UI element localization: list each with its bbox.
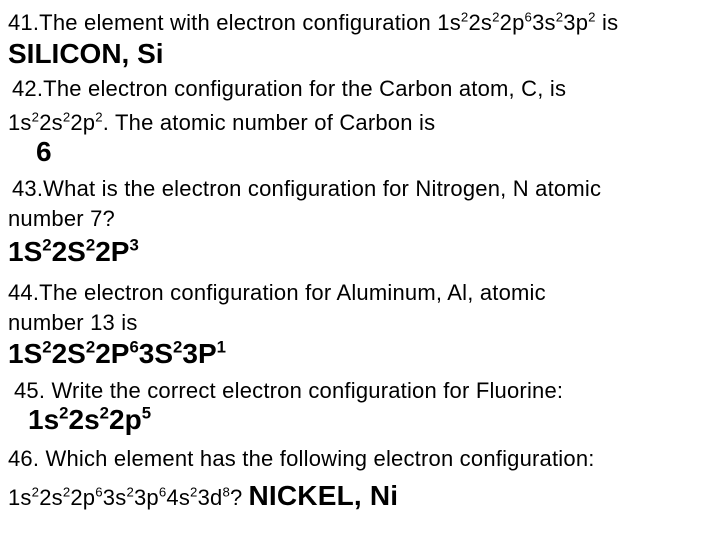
q41-answer: SILICON, Si: [8, 38, 164, 69]
q44-ans-text: 1S: [8, 338, 43, 369]
q42-text: 2p: [70, 110, 96, 135]
q44-answer: [8, 338, 226, 370]
q42-text: . The atomic number of Carbon is: [102, 110, 436, 135]
q44-ans-text: 3P: [182, 338, 217, 369]
q44-ans-sup: 2: [85, 337, 96, 357]
q45-ans-sup: 2: [59, 403, 69, 423]
q43-question-line2: number 7?: [8, 206, 115, 231]
q41-sup: 2: [492, 9, 500, 25]
q45-question-line1: 45. Write the correct electron configuration for Fluorine:: [14, 378, 564, 403]
q43-ans-sup: 2: [42, 235, 52, 255]
q45-ans-text: 1s: [28, 404, 60, 435]
q45-ans-sup: 2: [99, 403, 109, 423]
q46-text: 1s: [8, 485, 32, 510]
q41-text: 3s: [532, 10, 556, 35]
q46-question-line1: 46. Which element has the following electron configuration:: [8, 446, 595, 471]
q41-sup: 2: [460, 9, 469, 25]
q41-sup: 2: [588, 9, 596, 25]
q42-sup: 2: [31, 109, 40, 125]
q42-question-line1: 42.The electron configuration for the Carbon atom, C, is: [12, 76, 567, 101]
q46-text: 3s: [102, 485, 127, 510]
q45-ans-text: 2p: [109, 404, 142, 435]
q46-sup: 2: [126, 484, 134, 500]
q44-ans-text: 3S: [138, 338, 174, 369]
q42-text: 1s: [8, 110, 32, 135]
q42-answer: 6: [36, 136, 52, 167]
q46-sup: 2: [190, 484, 198, 500]
q44-question-line2: number 13 is: [8, 310, 138, 335]
q41-text: is: [595, 10, 619, 35]
q46-sup: 2: [31, 484, 40, 500]
q46-sup: 2: [62, 484, 71, 500]
q42-sup: 2: [95, 109, 103, 125]
q42-text: 2s: [39, 110, 63, 135]
q41-text: 3p: [563, 10, 589, 35]
q41-text: 41.The element with electron configuration 1s: [8, 10, 461, 35]
q43-ans-text: 1S: [8, 236, 43, 267]
q44-ans-text: 2P: [95, 338, 130, 369]
q46-text: 2p: [70, 485, 96, 510]
q46-question-line2: [8, 480, 398, 512]
q46-text: 3d: [197, 485, 223, 510]
q44-ans-sup: 2: [173, 337, 183, 357]
q41-text: 2p: [499, 10, 525, 35]
q46-text: 3p: [133, 485, 159, 510]
q42-question-line2: [8, 110, 435, 135]
q44-ans-text: 2S: [51, 338, 86, 369]
q46-sup: 6: [95, 484, 103, 500]
q41-sup: 2: [555, 9, 564, 25]
q41-text: 2s: [468, 10, 493, 35]
q46-text: 2s: [39, 485, 63, 510]
q45-ans-sup: 5: [141, 403, 152, 423]
q43-answer: [8, 236, 139, 268]
q43-ans-sup: 2: [85, 235, 96, 255]
q41-question: [8, 10, 618, 35]
q46-text: 4s: [166, 485, 191, 510]
q41-sup: 6: [524, 9, 533, 25]
q44-ans-sup: 6: [129, 337, 139, 357]
q46-text: ?: [230, 485, 243, 510]
q45-ans-text: 2s: [68, 404, 100, 435]
q43-question-line1: 43.What is the electron configuration for Nitrogen, N atomic: [12, 176, 602, 201]
q42-sup: 2: [62, 109, 71, 125]
q44-ans-sup: 2: [42, 337, 52, 357]
q43-ans-sup: 3: [129, 235, 139, 255]
q44-question-line1: 44.The electron configuration for Aluminum, Al, atomic: [8, 280, 546, 305]
q43-ans-text: 2P: [95, 236, 130, 267]
q44-ans-sup: 1: [216, 337, 226, 357]
q46-answer: NICKEL, Ni: [248, 480, 399, 511]
q43-ans-text: 2S: [51, 236, 86, 267]
q45-answer: [28, 404, 151, 436]
q46-sup: 8: [222, 484, 231, 500]
q46-sup: 6: [158, 484, 167, 500]
